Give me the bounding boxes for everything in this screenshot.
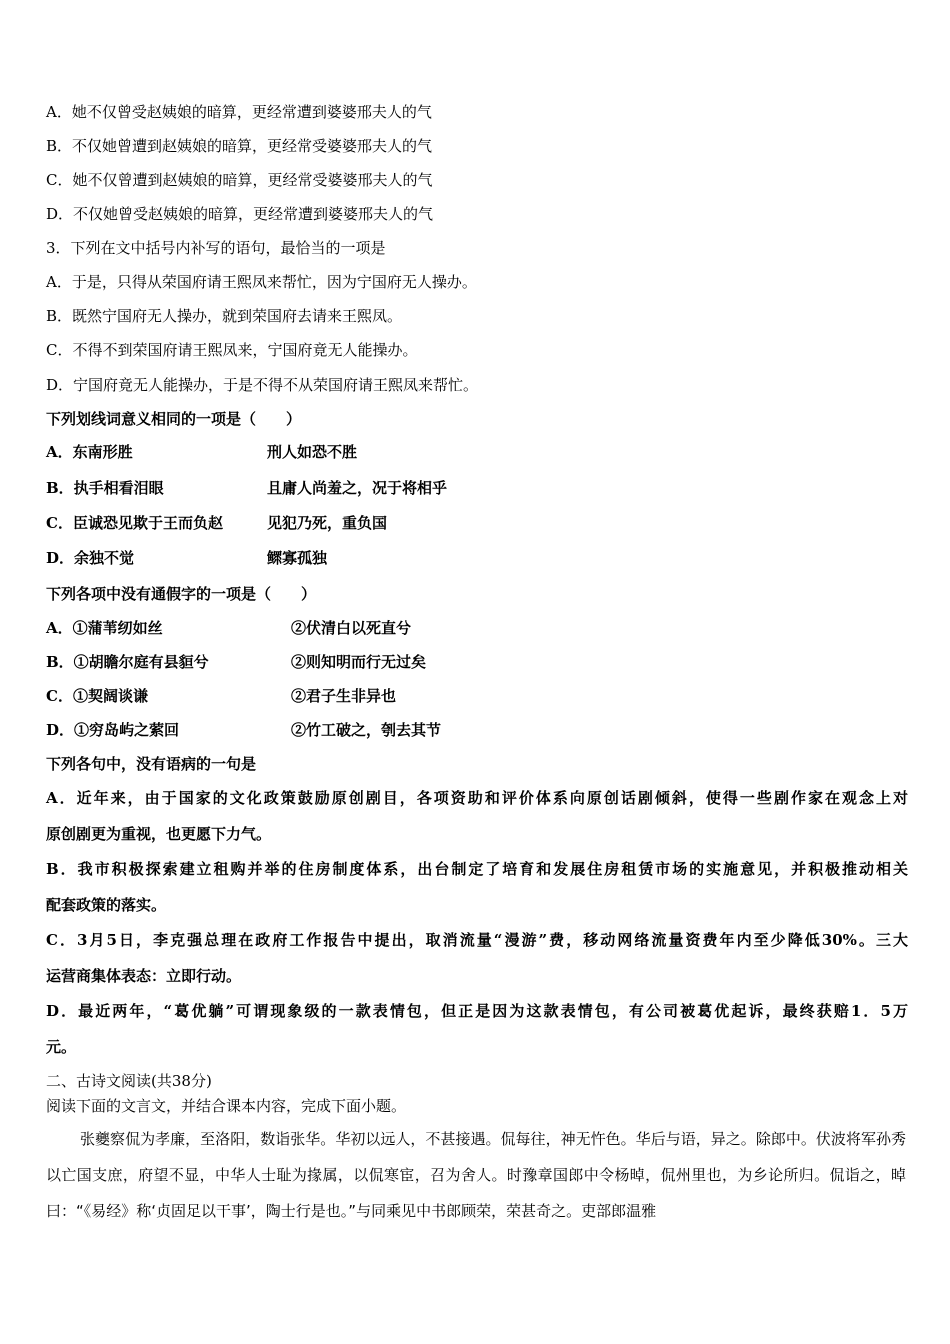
section2-passage <box>46 1121 906 1229</box>
section2-instruction: 阅读下面的文言文，并结合课本内容，完成下面小题。 <box>46 1097 407 1115</box>
q4-option-d <box>46 548 746 570</box>
q6-option-d-line1: D．最近两年，“葛优躺”可谓现象级的一款表情包，但正是因为这款表情包，有公司被葛优起诉，最终获赔1．5万 <box>46 1002 908 1020</box>
q4-question: 下列划线词意义相同的一项是（ ） <box>46 410 302 428</box>
q4-option-c-right: 见犯乃死，重负国 <box>267 514 388 532</box>
q4-option-d-left: D．余独不觉 <box>46 549 135 567</box>
q6-option-b-line2: 配套政策的落实。 <box>46 896 167 914</box>
q2-option-b: B．不仅她曾遭到赵姨娘的暗算，更经常受婆婆邢夫人的气 <box>46 137 433 155</box>
q5-option-c-left: C．①契阔谈谦 <box>46 687 148 705</box>
q4-option-d-right: 鳏寡孤独 <box>267 549 328 567</box>
q4-option-a <box>46 442 746 464</box>
q5-option-a-right: ②伏清白以死直兮 <box>291 619 412 637</box>
q2-option-a: A．她不仅曾受赵姨娘的暗算，更经常遭到婆婆邢夫人的气 <box>46 103 432 121</box>
q4-option-b-right: 且庸人尚羞之，况于将相乎 <box>267 479 448 497</box>
q3-option-a: A．于是，只得从荣国府请王熙凤来帮忙，因为宁国府无人操办。 <box>46 273 477 291</box>
q5-option-d-right: ②竹工破之，刳去其节 <box>291 721 442 739</box>
q6-option-d-line2: 元。 <box>46 1038 77 1056</box>
q3-question: 3．下列在文中括号内补写的语句，最恰当的一项是 <box>46 239 386 257</box>
q4-option-c <box>46 513 746 535</box>
q6-option-c-line2: 运营商集体表态：立即行动。 <box>46 967 242 985</box>
q4-option-a-right: 刑人如恐不胜 <box>267 443 358 461</box>
q2-option-c: C．她不仅曾遭到赵姨娘的暗算，更经常受婆婆邢夫人的气 <box>46 171 433 189</box>
q4-option-a-left: A．东南形胜 <box>46 443 133 461</box>
q6-question: 下列各句中，没有语病的一句是 <box>46 755 257 773</box>
q3-option-d: D．宁国府竟无人能操办，于是不得不从荣国府请王熙凤来帮忙。 <box>46 376 479 394</box>
q5-option-b-left: B．①胡瞻尔庭有县貆兮 <box>46 653 209 671</box>
q3-option-c: C．不得不到荣国府请王熙凤来，宁国府竟无人能操办。 <box>46 341 418 359</box>
q5-option-c <box>46 686 746 708</box>
q6-option-a-line2: 原创剧更为重视，也更愿下力气。 <box>46 825 272 843</box>
q2-option-d: D．不仅她曾受赵姨娘的暗算，更经常遭到婆婆邢夫人的气 <box>46 205 434 223</box>
q5-option-a-left: A．①蒲苇纫如丝 <box>46 619 163 637</box>
q6-option-b-line1: B．我市积极探索建立租购并举的住房制度体系，出台制定了培育和发展住房租赁市场的实施意见，并积极推动相关 <box>46 860 908 878</box>
q4-option-b <box>46 478 746 500</box>
q6-option-a-line1: A．近年来，由于国家的文化政策鼓励原创剧目，各项资助和评价体系向原创话剧倾斜，使得一些剧作家在观念上对 <box>46 789 908 807</box>
q3-option-b: B．既然宁国府无人操办，就到荣国府去请来王熙凤。 <box>46 307 403 325</box>
section2-passage-text: 张夔察侃为孝廉，至洛阳，数诣张华。华初以远人，不甚接遇。侃每往，神无忤色。华后与语，异之。除郎中。伏波将军孙秀以亡国支庶，府望不显，中华人士耻为掾属，以侃寒宦，召为舍人。时豫章国郎中令杨晫，侃州里也，为乡论所归。侃诣之，晫曰：“《易经》称‘贞固足以干事’，陶士行是也。”与同乘见中书郎顾荣，荣甚奇之。吏部郎温雅 <box>46 1130 906 1220</box>
q5-option-d <box>46 720 746 742</box>
q5-option-d-left: D．①穷岛屿之萦回 <box>46 721 180 739</box>
section2-heading: 二、古诗文阅读(共38分) <box>46 1072 212 1090</box>
q5-option-b-right: ②则知明而行无过矣 <box>291 653 427 671</box>
q5-option-b <box>46 652 746 674</box>
q5-option-c-right: ②君子生非异也 <box>291 687 397 705</box>
q5-question: 下列各项中没有通假字的一项是（ ） <box>46 585 317 603</box>
q5-option-a <box>46 618 746 640</box>
q6-option-c-line1: C．3月5日，李克强总理在政府工作报告中提出，取消流量“漫游”费，移动网络流量资费年内至少降低30%。三大 <box>46 931 908 949</box>
q4-option-b-left: B．执手相看泪眼 <box>46 479 164 497</box>
q4-option-c-left: C．臣诚恐见欺于王而负赵 <box>46 514 223 532</box>
